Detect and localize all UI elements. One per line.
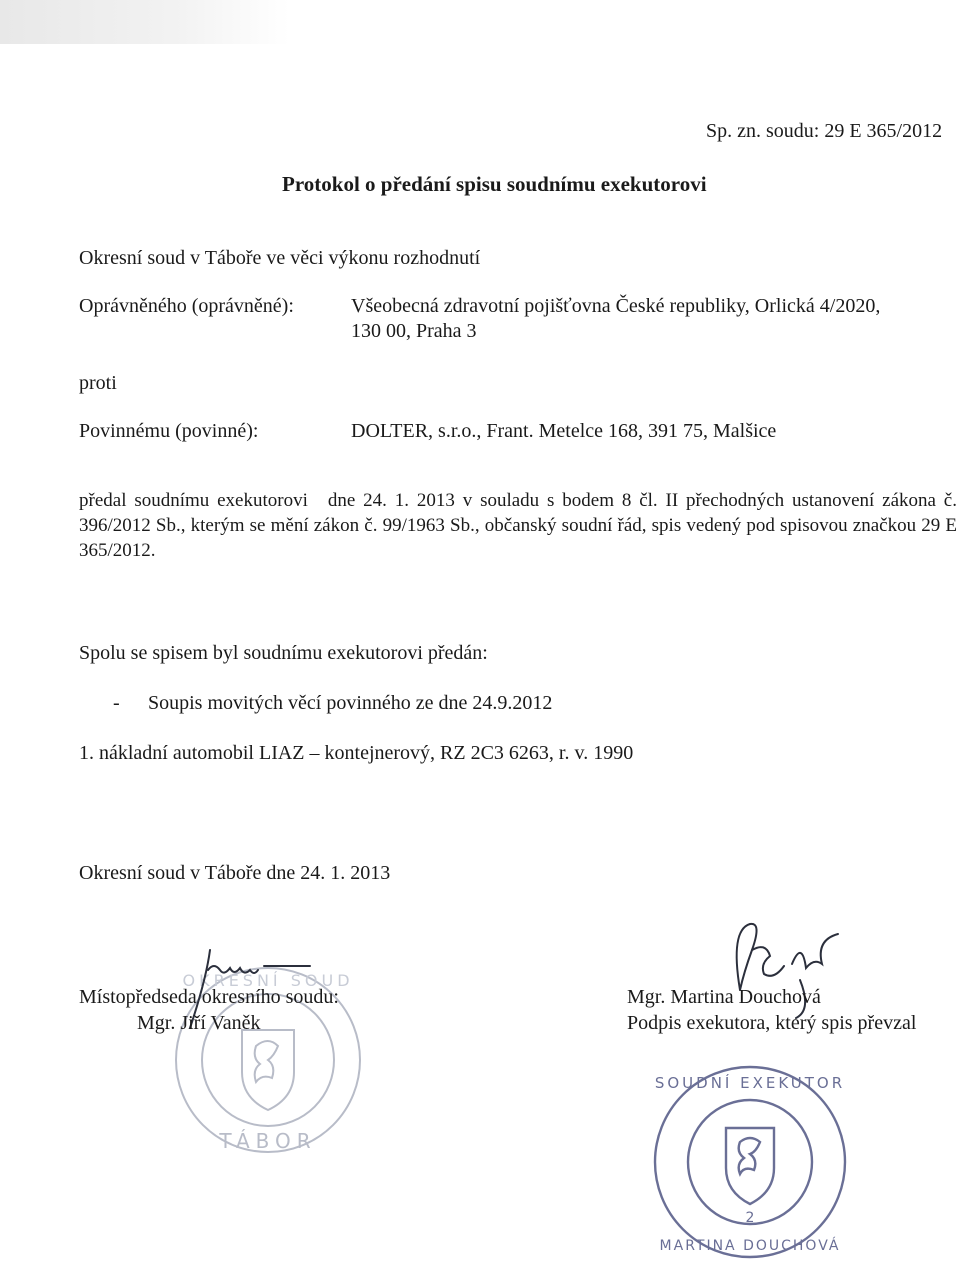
entitled-address-line1: Všeobecná zdravotní pojišťovna České republiky, Orlická 4/2020, bbox=[351, 295, 881, 317]
intro-line: Okresní soud v Táboře ve věci výkonu rozhodnutí bbox=[79, 247, 481, 269]
obliged-value: DOLTER, s.r.o., Frant. Metelce 168, 391 75, Malšice bbox=[351, 420, 777, 442]
handover-text: dne 24. 1. 2013 v souladu s bodem 8 čl. II přechodných ustanovení zákona č. 396/2012 Sb., kterým se mění zákon č. 99/1963 Sb., občanský soudní řád, spis vedený pod spisovou značkou 29 E 365/2012. bbox=[79, 490, 957, 561]
attachments-intro: Spolu se spisem byl soudnímu exekutorovi předán: bbox=[79, 642, 488, 664]
svg-text:SOUDNÍ EXEKUTOR: SOUDNÍ EXEKUTOR bbox=[654, 1074, 846, 1092]
place-date: Okresní soud v Táboře dne 24. 1. 2013 bbox=[79, 862, 391, 884]
signer-left-role: Místopředseda okresního soudu: bbox=[79, 986, 339, 1008]
attachment-item: Soupis movitých věcí povinného ze dne 24.9.2012 bbox=[148, 692, 553, 714]
signer-left-name: Mgr. Jiří Vaněk bbox=[137, 1012, 261, 1034]
signer-right-name: Mgr. Martina Douchová bbox=[627, 986, 821, 1008]
svg-text:OKRESNÍ SOUD: OKRESNÍ SOUD bbox=[182, 971, 354, 990]
svg-text:TÁBOR: TÁBOR bbox=[219, 1129, 317, 1153]
list-bullet: - bbox=[113, 692, 120, 714]
executor-seal-stamp bbox=[650, 1062, 850, 1262]
handover-lead: předal soudnímu exekutorovi bbox=[79, 490, 308, 511]
seal-number: 2 bbox=[745, 1210, 755, 1226]
document-title: Protokol o předání spisu soudnímu exekutorovi bbox=[282, 172, 707, 196]
against-label: proti bbox=[79, 372, 117, 394]
svg-text:MARTINA DOUCHOVÁ: MARTINA DOUCHOVÁ bbox=[659, 1238, 841, 1254]
case-reference: Sp. zn. soudu: 29 E 365/2012 bbox=[706, 120, 943, 142]
scan-smudge bbox=[0, 0, 290, 44]
obliged-label: Povinnému (povinné): bbox=[79, 420, 259, 442]
entitled-address-line2: 130 00, Praha 3 bbox=[351, 320, 477, 342]
seized-item: 1. nákladní automobil LIAZ – kontejnerový, RZ 2C3 6263, r. v. 1990 bbox=[79, 742, 634, 764]
entitled-label: Oprávněného (oprávněné): bbox=[79, 295, 294, 317]
signer-right-role: Podpis exekutora, který spis převzal bbox=[627, 1012, 917, 1034]
handover-paragraph bbox=[79, 488, 957, 563]
